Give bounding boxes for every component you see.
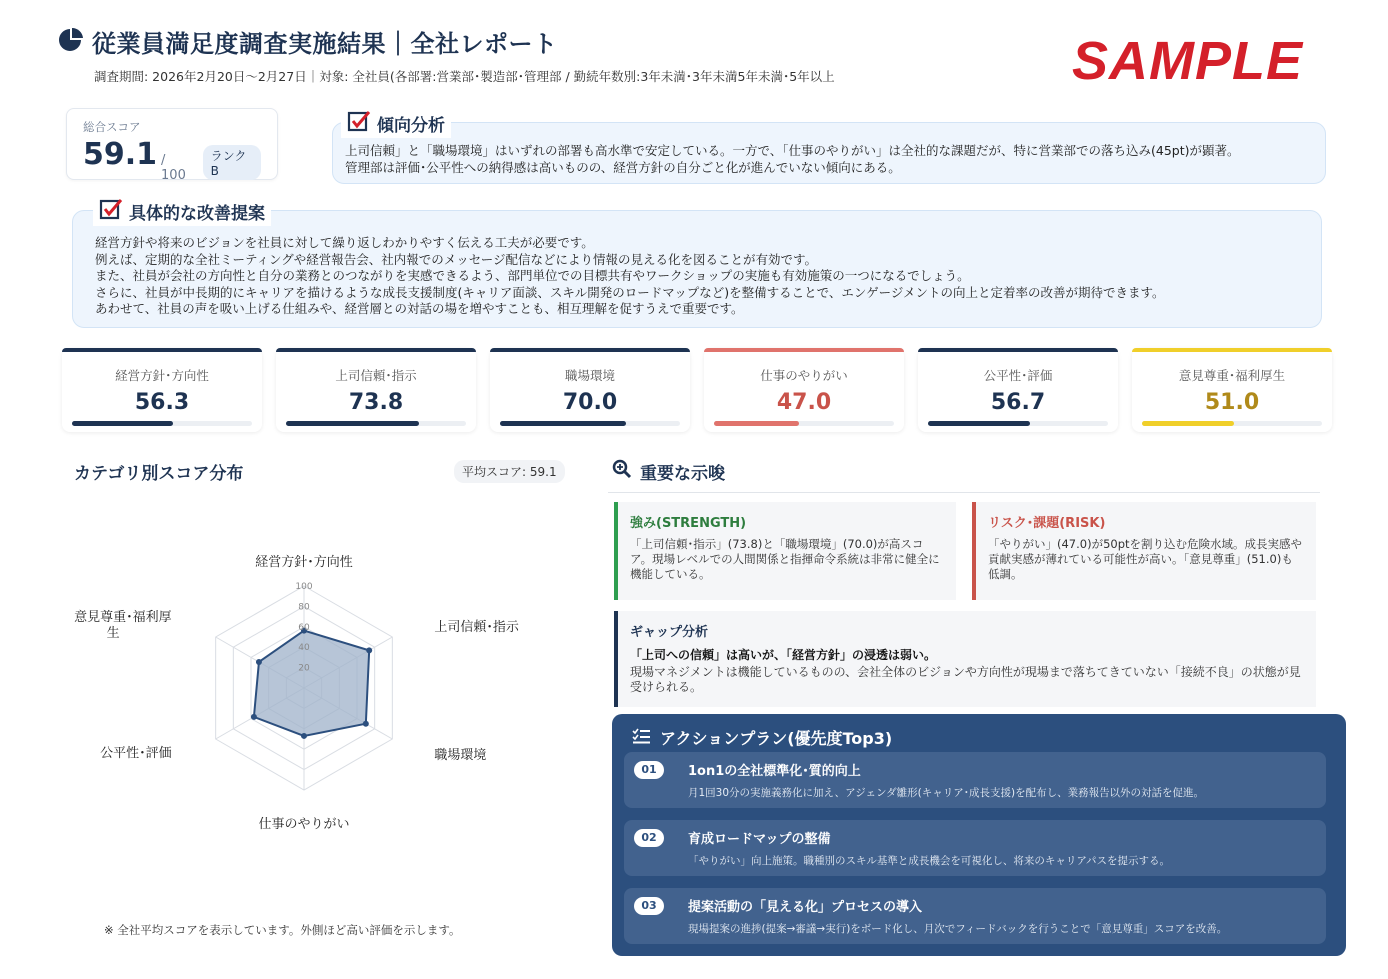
rank-badge: ランク B bbox=[203, 145, 261, 180]
trend-analysis-panel bbox=[332, 116, 1326, 184]
radar-category-label: 仕事のやりがい bbox=[258, 817, 350, 832]
metric-value: 56.7 bbox=[990, 390, 1046, 415]
trend-analysis-text: 上司信頼」と「職場環境」はいずれの部署も高水準で安定している。一方で、「仕事のやりがい」は全社的な課題だが、特に営業部での落ち込み(45pt)が顕著。 管理部は評価･公平性への納得感は高いものの、経営方針の自分ごと化が進んでいない傾向にある。 bbox=[345, 143, 1240, 175]
metric-accent-bar bbox=[62, 348, 262, 352]
metric-value: 51.0 bbox=[1204, 390, 1260, 415]
action-item-title: 提案活動の「見える化」プロセスの導入 bbox=[688, 900, 923, 915]
gap-analysis-lead: 「上司への信頼」は高いが、「経営方針」の浸透は弱い。 bbox=[630, 648, 937, 662]
action-item-text: 月1回30分の実施義務化に加え、アジェンダ雛形(キャリア･成長支援)を配布し、業務報告以外の対話を促進。 bbox=[688, 787, 1205, 799]
metric-label: 職場環境 bbox=[564, 368, 615, 383]
metric-accent-bar bbox=[918, 348, 1118, 352]
metric-progress-fill bbox=[286, 421, 419, 426]
page-title: 従業員満足度調査実施結果｜全社レポート bbox=[92, 30, 558, 58]
gap-analysis-title: ギャップ分析 bbox=[630, 625, 709, 640]
insights-title: 重要な示唆 bbox=[612, 459, 725, 484]
metric-progress-track bbox=[1142, 421, 1322, 426]
radar-chart-note: ※ 全社平均スコアを表示しています。外側ほど高い評価を示します。 bbox=[104, 923, 461, 937]
overall-score-label: 総合スコア bbox=[83, 120, 141, 134]
metric-label: 上司信頼･指示 bbox=[335, 368, 417, 383]
radar-tick-label: 20 bbox=[298, 663, 310, 674]
overall-score-max: / 100 bbox=[161, 153, 186, 183]
overall-score-value: 59.1 bbox=[83, 137, 158, 172]
action-item bbox=[624, 888, 1326, 944]
risk-box bbox=[972, 502, 1316, 600]
metric-value: 47.0 bbox=[776, 390, 832, 415]
radar-tick-label: 100 bbox=[295, 582, 313, 592]
metric-progress-fill bbox=[500, 421, 626, 426]
metric-accent-bar bbox=[704, 348, 904, 352]
risk-title: リスク･課題(RISK) bbox=[988, 516, 1106, 531]
action-number-badge: 03 bbox=[634, 897, 664, 915]
radar-chart bbox=[62, 500, 582, 880]
action-item bbox=[624, 752, 1326, 808]
radar-data-point bbox=[366, 647, 372, 653]
metric-card bbox=[62, 348, 262, 432]
metric-progress-fill bbox=[1142, 421, 1234, 426]
action-item-title: 育成ロードマップの整備 bbox=[688, 832, 831, 847]
pie-chart-icon bbox=[58, 27, 84, 57]
average-score-badge: 平均スコア: 59.1 bbox=[454, 460, 565, 483]
improvement-proposal-panel bbox=[72, 204, 1322, 328]
search-icon bbox=[612, 459, 632, 484]
metric-progress-track bbox=[286, 421, 466, 426]
metric-progress-track bbox=[714, 421, 894, 426]
radar-data-point bbox=[301, 733, 307, 739]
metric-accent-bar bbox=[276, 348, 476, 352]
metric-label: 意見尊重･福利厚生 bbox=[1178, 368, 1286, 383]
metric-card bbox=[490, 348, 690, 432]
metric-progress-fill bbox=[928, 421, 1030, 426]
metric-label: 経営方針･方向性 bbox=[115, 368, 209, 383]
radar-category-label: 経営方針･方向性 bbox=[255, 555, 353, 570]
metric-label: 公平性･評価 bbox=[983, 368, 1053, 383]
action-item-text: 現場提案の進捗(提案→審議→実行)をボード化し、月次でフィードバックを行うことで「意見尊重」スコアを改善。 bbox=[688, 923, 1228, 935]
strength-title: 強み(STRENGTH) bbox=[630, 516, 747, 531]
sample-watermark: SAMPLE bbox=[1072, 31, 1304, 91]
improvement-proposal-text: 経営方針や将来のビジョンを社員に対して繰り返しわかりやすく伝える工夫が必要です。 例えば、定期的な全社ミーティングや経営報告会、社内報でのメッセージ配信などにより情報の見える化を図ることが有効です。 また、社員が会社の方向性と自分の業務とのつながりを実感できるよう、部門単位での目標共有やワークショップの実施も有効施策の一つになるでしょう。 さらに、社員が中長期的にキャリアを描けるような成長支援制度(キャリア面談、スキル開発のロードマップなど)を整備することで、エンゲージメントの向上と定着率の改善が期待できます。 あわせて、社員の声を吸い上げる仕組みや、経営層との対話の場を増やすことも、相互理解を促すうえで重要です。 bbox=[95, 235, 1165, 316]
survey-period-subtitle: 調査期間: 2026年2月20日～2月27日｜対象: 全社員(各部署:営業部･製造部･管理部 / 勤続年数別:3年未満･3年未満5年未満･5年以上 bbox=[94, 69, 835, 84]
action-item-title: 1on1の全社標準化･質的向上 bbox=[688, 764, 861, 779]
radar-data-area bbox=[254, 631, 369, 736]
risk-text: 「やりがい」(47.0)が50ptを割り込む危険水域。成長実感や貢献実感が薄れている可能性が高い。「意見尊重」(51.0)も低調。 bbox=[988, 537, 1303, 581]
radar-category-label: 上司信頼･指示 bbox=[434, 620, 519, 635]
radar-tick-label: 80 bbox=[298, 602, 310, 613]
metric-card bbox=[918, 348, 1118, 432]
action-plan-panel bbox=[612, 714, 1346, 956]
action-item bbox=[624, 820, 1326, 876]
metric-value: 73.8 bbox=[348, 390, 404, 415]
action-plan-title: アクションプラン(優先度Top3) bbox=[632, 726, 1334, 749]
metric-progress-track bbox=[72, 421, 252, 426]
radar-category-label: 公平性･評価 bbox=[100, 746, 172, 761]
metric-progress-track bbox=[928, 421, 1108, 426]
radar-category-label: 意見尊重･福利厚生 bbox=[74, 610, 172, 641]
strength-text: 「上司信頼･指示」(73.8)と「職場環境」(70.0)が高スコア。現場レベルでの人間関係と指揮命令系統は非常に健全に機能している。 bbox=[630, 537, 940, 581]
list-icon bbox=[632, 728, 650, 748]
category-score-title: カテゴリ別スコア分布 bbox=[74, 464, 244, 484]
metric-progress-track bbox=[500, 421, 680, 426]
metric-progress-fill bbox=[72, 421, 173, 426]
radar-data-point bbox=[256, 659, 262, 665]
gap-analysis-text: 現場マネジメントは機能しているものの、会社全体のビジョンや方向性が現場まで落ちてきていない「接続不良」の状態が見受けられる。 bbox=[630, 665, 1301, 694]
metric-card bbox=[704, 348, 904, 432]
radar-category-label: 職場環境 bbox=[434, 748, 487, 763]
metric-accent-bar bbox=[1132, 348, 1332, 352]
trend-analysis-title: 傾向分析 bbox=[341, 109, 451, 138]
strength-box bbox=[614, 502, 956, 600]
insights-divider bbox=[608, 492, 1320, 493]
radar-data-point bbox=[251, 714, 257, 720]
metric-value: 56.3 bbox=[134, 390, 190, 415]
report-header bbox=[58, 24, 1058, 85]
checkbox-icon bbox=[99, 197, 123, 226]
action-number-badge: 02 bbox=[634, 829, 664, 847]
metric-card bbox=[1132, 348, 1332, 432]
category-metric-cards bbox=[62, 348, 1334, 432]
gap-analysis-box bbox=[614, 611, 1316, 707]
metric-accent-bar bbox=[490, 348, 690, 352]
metric-progress-fill bbox=[714, 421, 799, 426]
radar-tick-label: 60 bbox=[298, 622, 310, 633]
radar-data-point bbox=[363, 721, 369, 727]
metric-value: 70.0 bbox=[562, 390, 618, 415]
metric-card bbox=[276, 348, 476, 432]
action-item-text: 「やりがい」向上施策。職種別のスキル基準と成長機会を可視化し、将来のキャリアパスを提示する。 bbox=[688, 855, 1171, 867]
overall-score-card bbox=[66, 108, 278, 183]
radar-tick-label: 40 bbox=[298, 643, 310, 654]
checkbox-icon bbox=[347, 109, 371, 138]
improvement-proposal-title: 具体的な改善提案 bbox=[93, 197, 271, 226]
metric-label: 仕事のやりがい bbox=[760, 368, 848, 383]
action-number-badge: 01 bbox=[634, 761, 664, 779]
